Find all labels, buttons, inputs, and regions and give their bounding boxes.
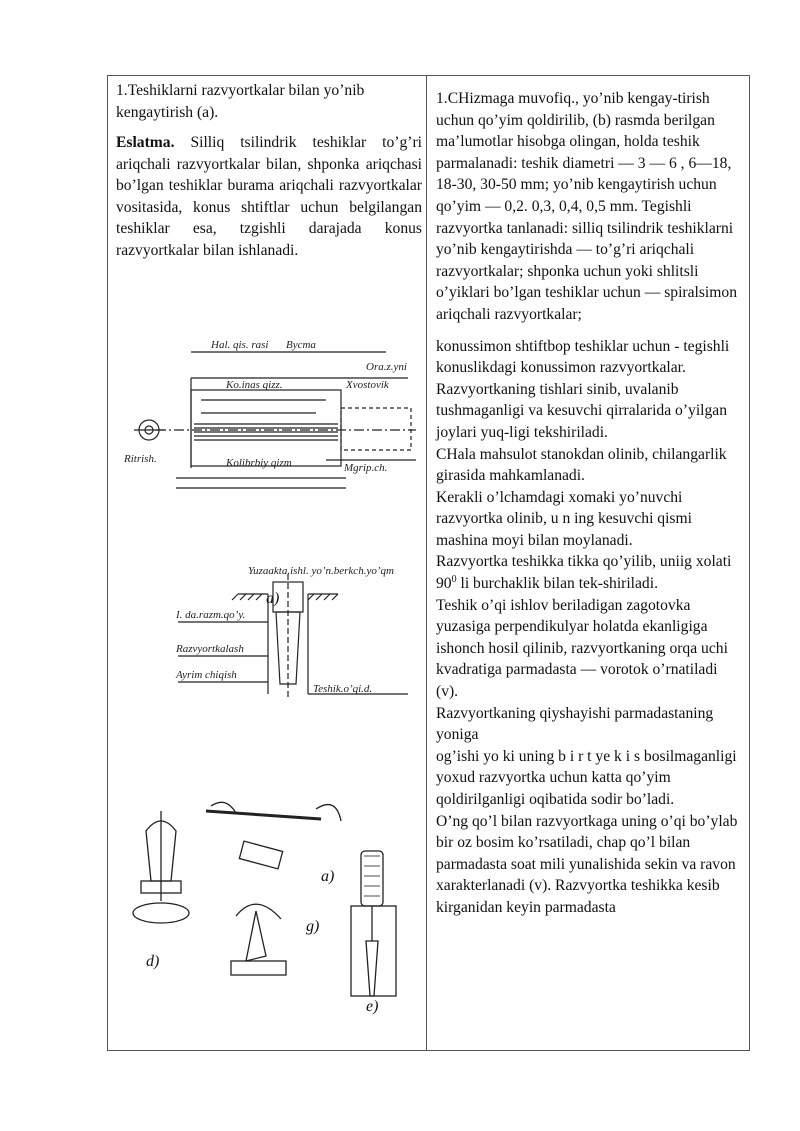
right-paragraph-5: Kerakli o’lchamdagi xomaki yo’nuvchi razvyortka olinib, u n ing kesuvchi qismi mashina moyi bilan moylanadi.: [436, 488, 692, 549]
content-table: [107, 75, 750, 1051]
note-label: Eslatma.: [116, 134, 175, 151]
right-column: [436, 88, 742, 919]
svg-text:Ora.z.yni: Ora.z.yni: [366, 361, 407, 373]
hand-operations-drawing: [116, 791, 422, 1016]
left-column: [116, 80, 422, 277]
figure-d-caption: d): [146, 953, 160, 970]
svg-text:Ayrim chiqish: Ayrim chiqish: [176, 669, 237, 681]
svg-text:Teshik.o’qi.d.: Teshik.o’qi.d.: [313, 683, 373, 695]
svg-text:Ko.inas qizz.: Ko.inas qizz.: [226, 379, 283, 391]
svg-text:Razvyortkalash: Razvyortkalash: [176, 643, 244, 655]
svg-text:Yuzaakta.ishl. yo’n.berkch.yo’: Yuzaakta.ishl. yo’n.berkch.yo’qm: [248, 565, 394, 577]
svg-text:Ritrish.: Ritrish.: [124, 453, 157, 465]
svg-text:Hal. qis. rasi: Hal. qis. rasi: [211, 339, 269, 351]
hole-section-drawing: [168, 564, 418, 704]
right-paragraph-10: O’ng qo’l bilan razvyortkaga uning o’qi bo’ylab bir oz bosim ko’rsatiladi, chap qo’l bilan parmadasta soat mili yunalishida sekin va ravon xarakterlanadi (v). Razvyortka teshikka kesib kirganidan keyin parmadasta: [436, 812, 738, 916]
column-divider: [426, 76, 427, 1050]
right-paragraph-7: Teshik o’qi ishlov beriladigan zagotovka yuzasiga perpendikulyar holatda ekanligiga ishonch hosil qilinib, razvyortkaning orqa uchi kvadratiga parmadasta — vorotok o’rnatiladi (v).: [436, 596, 728, 701]
figure-e-caption: e): [366, 998, 379, 1015]
right-paragraph-3: Razvyortkaning tishlari sinib, uvalanib tushmaganligi va kesuvchi qirralarida o’yilgan joylari yuq-ligi tekshiriladi.: [436, 380, 727, 441]
note-paragraph: [116, 132, 422, 261]
right-paragraph-2: konussimon shtiftbop teshiklar uchun - tegishli konuslikdagi konussimon razvyortkalar.: [436, 337, 730, 377]
right-paragraph-6: [436, 551, 742, 594]
step-heading: 1.Teshiklarni razvyortkalar bilan yo’nib kengaytirish (a).: [116, 82, 365, 121]
svg-text:Mgrip.ch.: Mgrip.ch.: [344, 462, 388, 474]
svg-text:Kolibrbiy qizm: Kolibrbiy qizm: [226, 457, 292, 469]
p6-text-a: Razvyortka teshikka tikka qo’yilib, uniig xolati 90: [436, 553, 732, 593]
right-paragraph-1: 1.CHizmaga muvofiq., yo’nib kengay-tirish uchun qo’yim qoldirilib, (b) rasmda berilgan ma’lumotlar hisobga olingan, holda teshik parmalanadi: teshik diametri — 3 — 6 , 6—18, 18-30, 30-50 mm; yo’nib kengaytirish uchun qo’yim — 0,2. 0,3, 0,4, 0,5 mm. Tegishli razvyortka tanlanadi: silliq tsilindrik teshiklarni yo’nib kengaytirishda — to’g’ri ariqchali razvyortkalar; shponka uchun yoki shlitsli o’yiklari bo’lgan teshiklar uchun — spiralsimon ariqchali razvyortkalar;: [436, 90, 737, 323]
degree-sup: 0: [451, 573, 457, 585]
right-paragraph-9: og’ishi yo ki uning b i r t ye k i s bosilmaganligi yoxud razvyortka uchun katta qo’yim qoldirilganligi oqibatida sodir bo’ladi.: [436, 747, 737, 808]
figure-hand-operations: [116, 791, 422, 1016]
right-paragraph-8: Razvyortkaning qiyshayishi parmadastaning yoniga: [436, 704, 714, 744]
figure-a2-caption: a): [321, 868, 335, 885]
p6-text-b: li burchaklik bilan tek-shiriladi.: [456, 575, 658, 593]
right-paragraph-4: CHala mahsulot stanokdan olinib, chilangarlik girasida mahkamlanadi.: [436, 445, 727, 485]
svg-text:Bycma: Bycma: [286, 339, 316, 351]
figure-g-caption: g): [306, 918, 320, 935]
svg-text:I. da.razm.qo’y.: I. da.razm.qo’y.: [176, 609, 246, 621]
figure-a-caption: a): [266, 590, 280, 607]
figure-hole-section: [168, 564, 418, 704]
svg-text:Xvostovik: Xvostovik: [346, 379, 389, 391]
note-text: Silliq tsilindrik teshiklar to’g’ri ariqchali razvyortkalar bilan, shponka ariqchasi bo’lgan teshiklar burama ariqchali razvyortkalar vositasida, konus shtiftlar uchun belgilangan teshiklar esa, tzgishli darajada konus razvyortkalar bilan ishlanadi.: [116, 134, 422, 259]
